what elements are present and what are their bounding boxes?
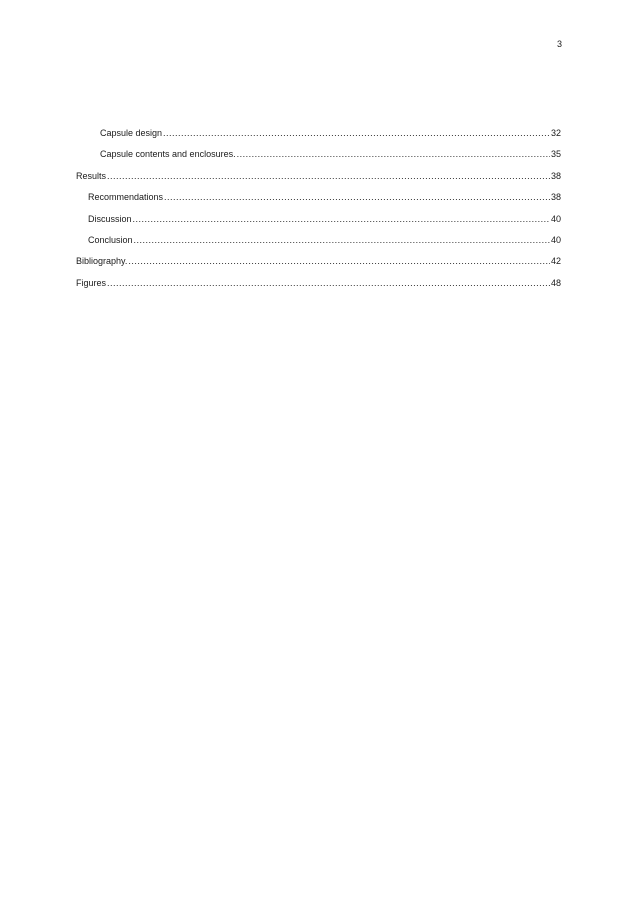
toc-dot-leader [237,148,550,160]
toc-dot-leader [133,213,550,225]
toc-entry-page: 38 [550,170,561,181]
toc-entry-page: 32 [550,128,561,138]
toc-entry-title: Figures [76,277,107,288]
toc-entry-figures[interactable] [76,277,561,298]
table-of-contents [76,127,561,298]
toc-entry-page: 38 [550,192,561,203]
toc-entry-capsule-contents[interactable] [76,148,561,169]
toc-entry-title: Bibliography. [76,256,128,267]
toc-dot-leader [164,191,550,203]
page-number: 3 [556,39,562,49]
toc-entry-results[interactable] [76,170,561,191]
toc-entry-discussion[interactable] [76,213,561,234]
toc-entry-title: Capsule design [100,128,163,138]
toc-entry-page: 40 [550,213,561,224]
toc-entry-title: Recommendations [88,192,164,203]
toc-dot-leader [134,234,550,246]
toc-entry-title: Capsule contents and enclosures. [100,149,236,160]
toc-entry-page: 42 [550,256,561,267]
toc-entry-page: 35 [550,149,561,160]
toc-dot-leader [107,277,550,289]
toc-entry-conclusion[interactable] [76,234,561,255]
toc-entry-capsule-design[interactable] [76,127,561,148]
toc-dot-leader [128,255,550,267]
toc-dot-leader [107,170,550,182]
toc-entry-title: Conclusion [88,234,133,245]
toc-entry-title: Discussion [88,213,132,224]
toc-dot-leader [163,127,550,139]
toc-entry-page: 48 [550,277,561,288]
toc-entry-title: Results [76,170,107,181]
toc-entry-bibliography[interactable] [76,255,561,276]
toc-entry-page: 40 [550,234,561,245]
toc-entry-recommendations[interactable] [76,191,561,212]
